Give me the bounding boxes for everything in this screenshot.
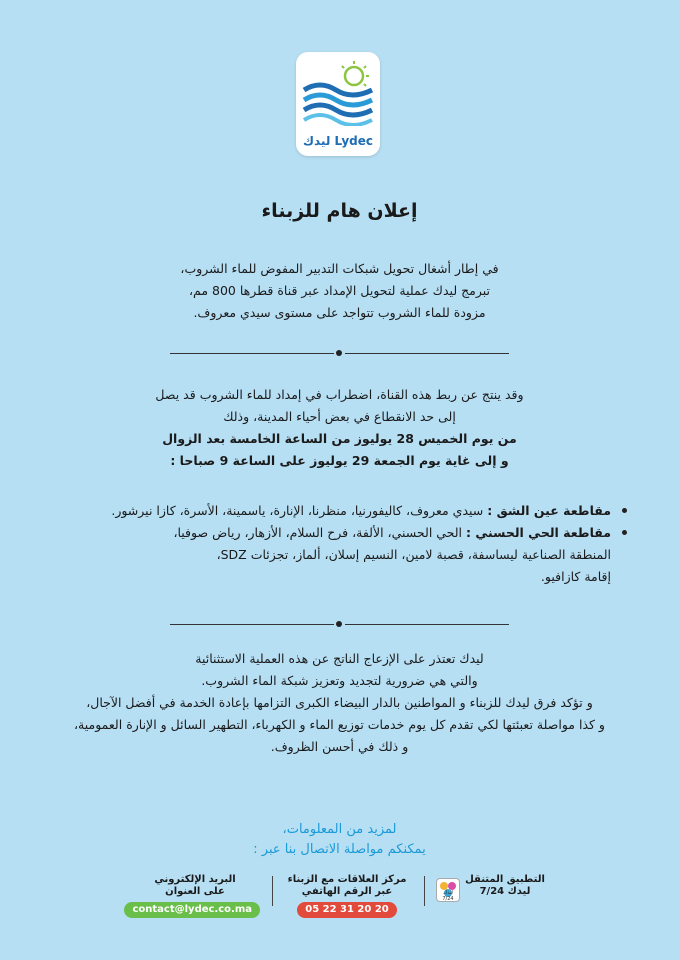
contact-phone: [282, 874, 412, 918]
phone-title: مركز العلاقات مع الزبناء: [287, 874, 407, 885]
intro-line: مزودة للماء الشروب تتواجد على مستوى سيدي معروف.: [193, 305, 486, 320]
email-subtitle: على العنوان: [165, 886, 225, 897]
divider-right: [345, 624, 509, 625]
divider-left: [170, 353, 334, 354]
affected-areas-list: [1, 500, 629, 588]
area-label: مقاطعة عين الشق :: [487, 503, 611, 518]
email-title: البريد الإلكتروني: [154, 874, 236, 885]
contact-email: [130, 874, 260, 918]
lydec-waves-icon: [300, 56, 376, 126]
more-info: [0, 820, 679, 860]
apology-line: و ذلك في أحسن الظروف.: [270, 739, 409, 754]
area-text-continued: المنطقة الصناعية ليساسفة، قصبة لامين، النسيم إسلان، ألماز، تجزئات SDZ،: [216, 547, 611, 562]
email-link[interactable]: contact@lydec.co.ma: [124, 902, 260, 918]
phone-subtitle: عبر الرقم الهاتفي: [301, 886, 393, 897]
divider-left: [170, 624, 334, 625]
divider-dot: [336, 350, 342, 356]
lydec-logo: [296, 52, 380, 156]
apology-line: والتي هي ضرورية لتجديد وتعزيز شبكة الماء الشروب.: [201, 673, 478, 688]
contact-separator: [424, 876, 425, 906]
apology-paragraph: [20, 648, 659, 758]
area-text-continued: إقامة كازافيو.: [540, 569, 611, 584]
area-label: مقاطعة الحي الحسني :: [466, 525, 611, 540]
bullet-icon: [622, 508, 627, 513]
list-item: [1, 500, 611, 522]
intro-line: في إطار أشغال تحويل شبكات التدبير المفوض للماء الشروب،: [180, 261, 499, 276]
divider-dot: [336, 621, 342, 627]
intro-line: تبرمج ليدك عملية لتحويل الإمداد عبر قناة قطرها 800 مم،: [188, 283, 491, 298]
disruption-date-line: و إلى غاية يوم الجمعة 29 يوليوز على الساعة 9 صباحا :: [170, 453, 509, 468]
apology-line: و تؤكد فرق ليدك للزبناء و المواطنين بالدار البيضاء الكبرى التزامها بإعادة الخدمة في أفضل الآجال،: [86, 695, 593, 710]
app-title: التطبيق المتنقل: [465, 874, 545, 885]
list-item: [1, 522, 611, 588]
contact-app: [440, 874, 570, 898]
phone-number[interactable]: 05 22 31 20 20: [297, 902, 397, 918]
intro-paragraph: [60, 258, 619, 324]
bullet-icon: [622, 530, 627, 535]
more-info-line: لمزيد من المعلومات،: [282, 822, 397, 837]
disruption-paragraph: [40, 384, 639, 472]
logo-text: Lydec ليدك: [302, 134, 373, 148]
more-info-line: يمكنكم مواصلة الاتصال بنا عبر :: [253, 842, 426, 857]
notice-title: إعلان هام للزبناء: [261, 200, 418, 222]
apology-line: و كذا مواصلة تعبئتها لكي تقدم كل يوم خدمات توزيع الماء و الكهرباء، التطهير السائل و الإنارة العمومية،: [74, 717, 605, 732]
disruption-date-line: من يوم الخميس 28 يوليوز من الساعة الخامسة بعد الزوال: [162, 431, 517, 446]
app-subtitle: ليدك 7/24: [479, 886, 531, 897]
apology-line: ليدك تعتذر على الإزعاج الناتج عن هذه العملية الاستثنائية: [195, 651, 484, 666]
divider-right: [345, 353, 509, 354]
contact-separator: [272, 876, 273, 906]
disruption-line: وقد ينتج عن ربط هذه القناة، اضطراب في إمداد للماء الشروب قد يصل: [155, 387, 524, 402]
area-text: سيدي معروف، كاليفورنيا، منظرنا، الإنارة، ياسمينة، الأسرة، كازا نيرشور.: [111, 503, 484, 518]
disruption-line: إلى حد الانقطاع في بعض أحياء المدينة، وذلك: [223, 409, 456, 424]
app-icon-text: ليدك 7/24: [442, 890, 454, 902]
area-text: الحي الحسني، الألفة، فرح السلام، الأزهار، رياض صوفيا،: [173, 525, 463, 540]
